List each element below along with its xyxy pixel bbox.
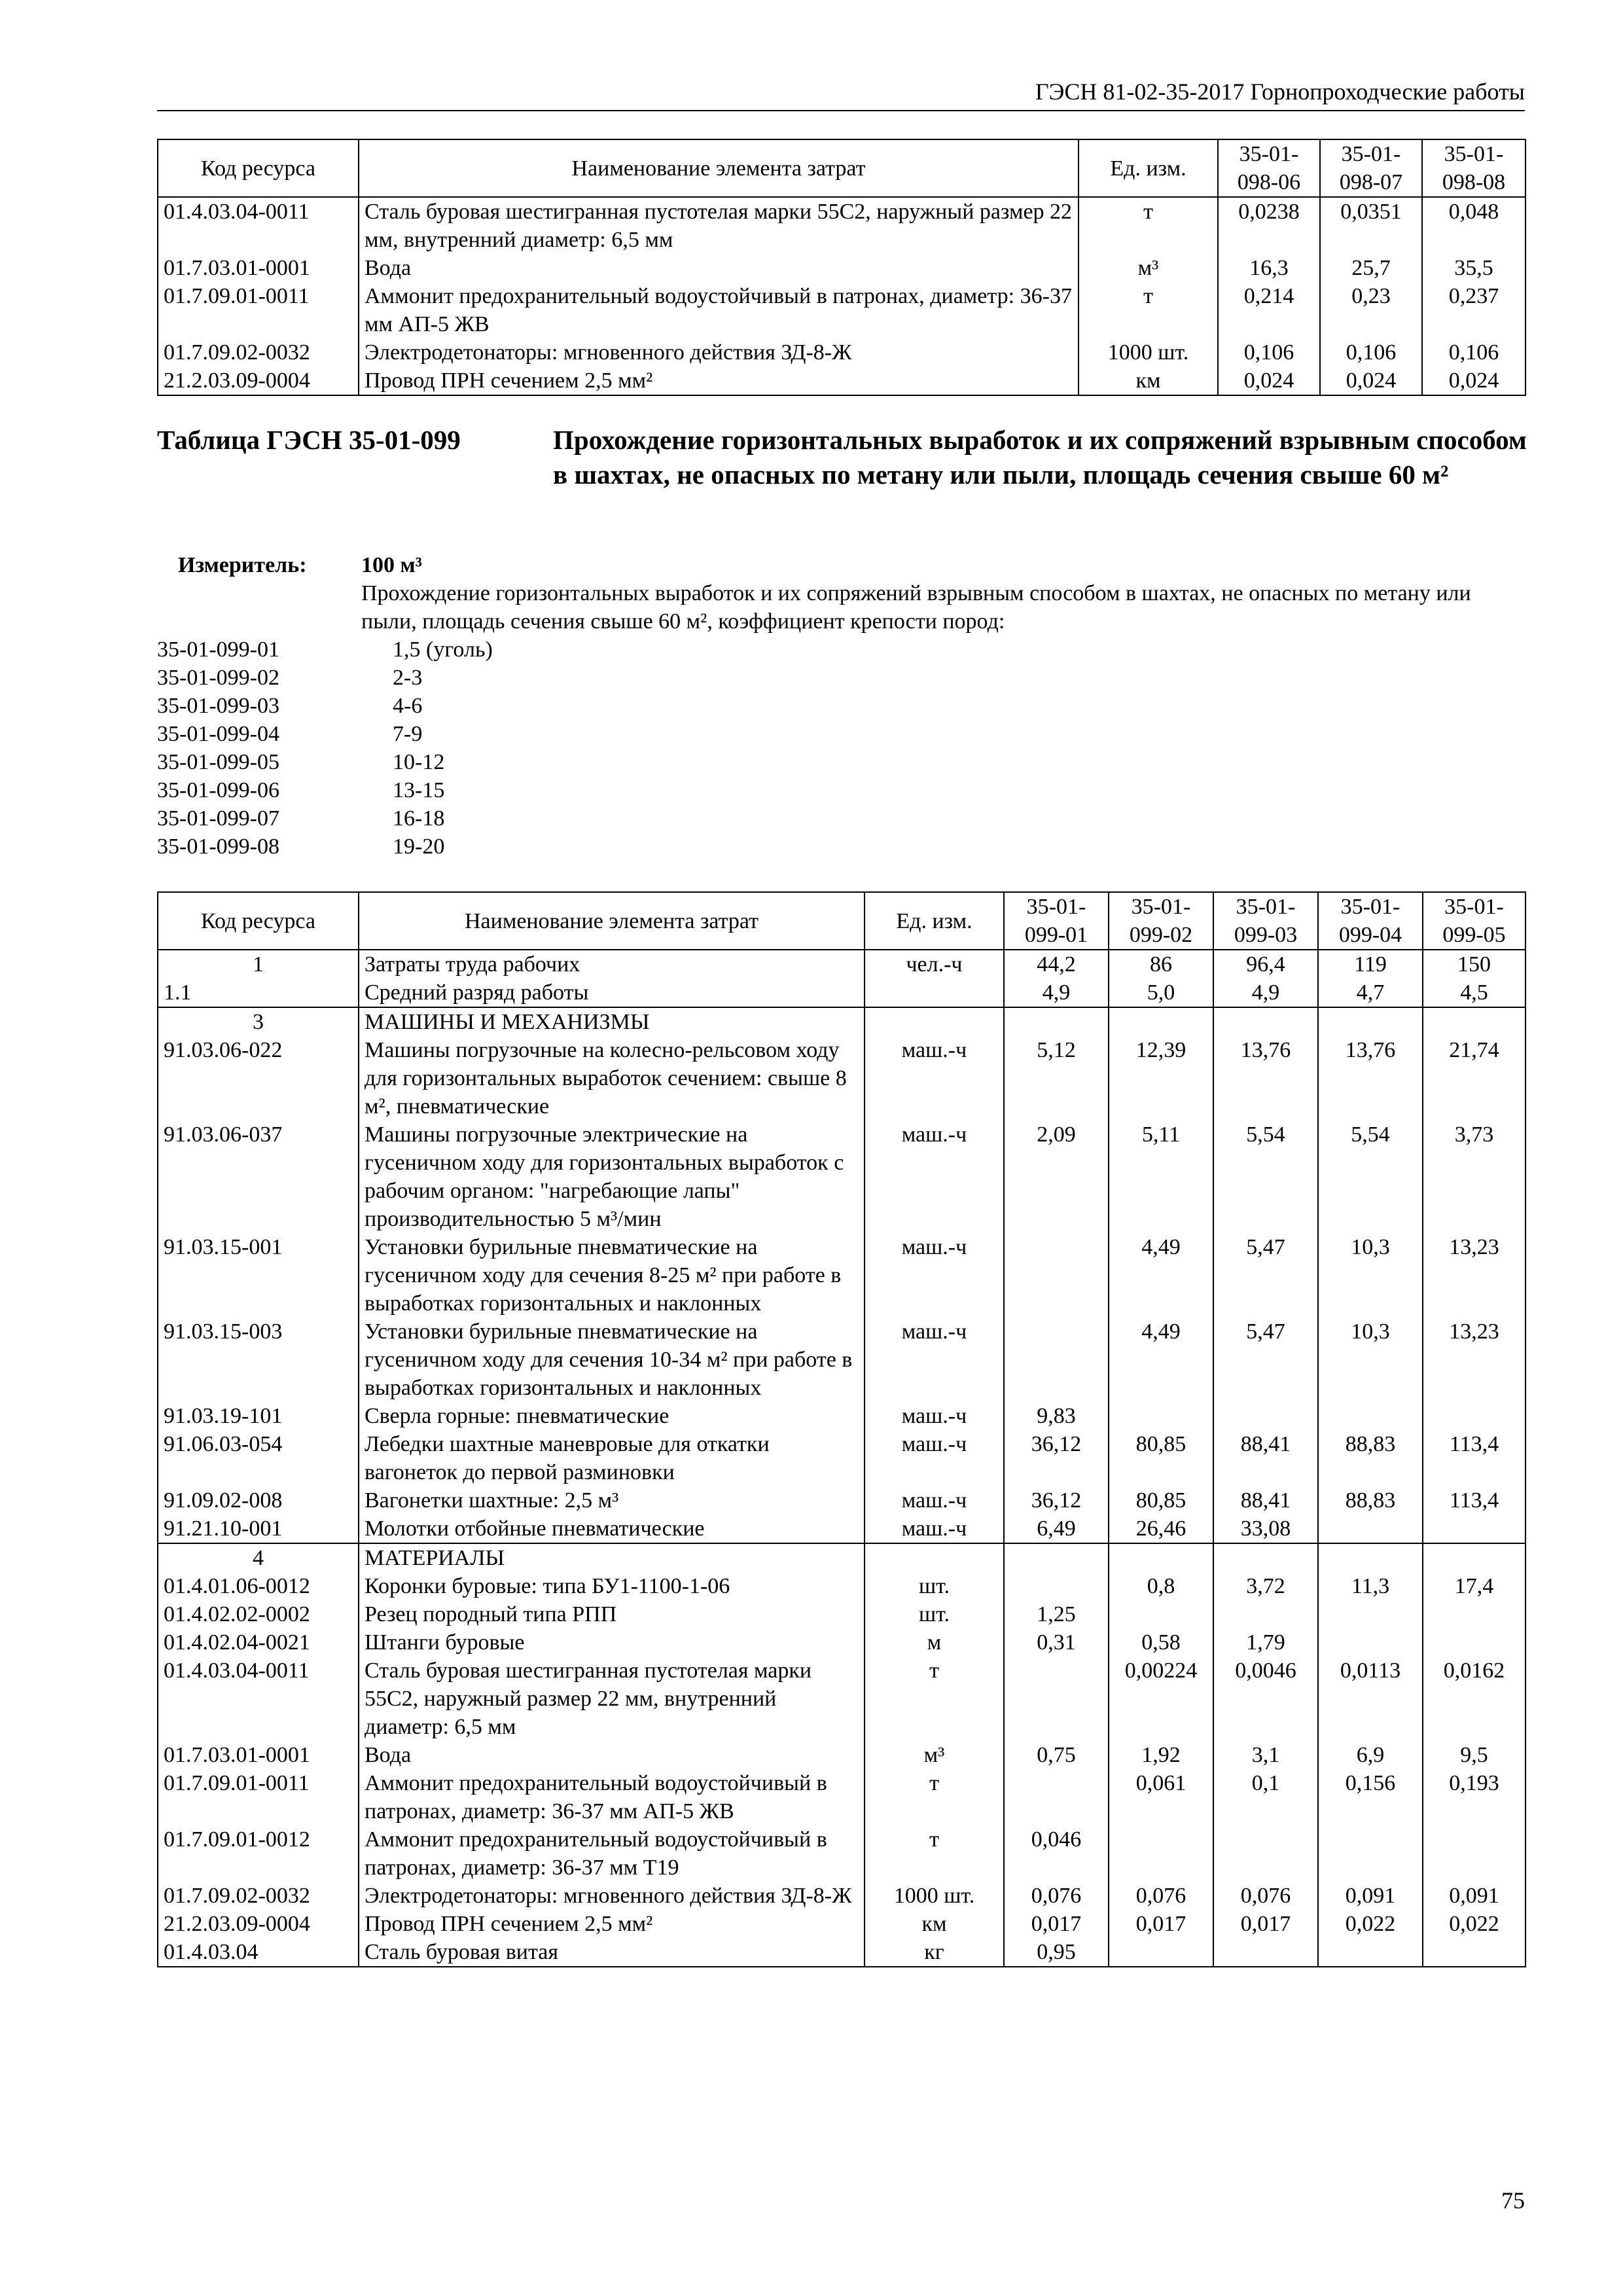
cell-value: 0,156	[1318, 1769, 1423, 1825]
cell-unit: т	[865, 1825, 1004, 1882]
table-row	[158, 1657, 1525, 1741]
cell-name: Вода	[359, 254, 1079, 282]
cell-code: 01.7.09.01-0012	[158, 1825, 359, 1882]
cell-name: Вода	[359, 1741, 865, 1769]
cell-name: Молотки отбойные пневматические	[359, 1515, 865, 1543]
meter-item-code: 35-01-099-03	[157, 694, 279, 718]
cell-value	[1318, 1515, 1423, 1543]
cell-value: 88,83	[1318, 1430, 1423, 1486]
cell-value: 88,41	[1213, 1430, 1318, 1486]
cell-value: 0,022	[1423, 1910, 1525, 1938]
cell-value: 3,1	[1213, 1741, 1318, 1769]
cell-unit: маш.-ч	[865, 1121, 1004, 1233]
cell-code: 91.06.03-054	[158, 1430, 359, 1486]
cell-code: 91.09.02-008	[158, 1486, 359, 1515]
table-row	[158, 1036, 1525, 1121]
cell-value: 25,7	[1320, 254, 1422, 282]
meter-unit: 100 м³	[361, 553, 422, 577]
cell-value: 0,076	[1109, 1882, 1213, 1910]
cell-value: 88,83	[1318, 1486, 1423, 1515]
cell-value: 13,23	[1423, 1233, 1525, 1318]
cell-unit: т	[1079, 197, 1218, 254]
table-row	[158, 1628, 1525, 1657]
cell-value: 0,046	[1004, 1825, 1109, 1882]
cell-value	[1004, 1318, 1109, 1402]
cell-value	[1423, 1628, 1525, 1657]
cell-value: 1,25	[1004, 1600, 1109, 1628]
cell-value: 96,4	[1213, 950, 1318, 978]
meter-item-code: 35-01-099-01	[157, 637, 279, 662]
table-row	[158, 1318, 1525, 1402]
cell-value	[1213, 1543, 1318, 1572]
cell-name: Электродетонаторы: мгновенного действия ЗД-8-Ж	[359, 1882, 865, 1910]
cell-value: 9,5	[1423, 1741, 1525, 1769]
cell-code: 01.4.01.06-0012	[158, 1572, 359, 1600]
cell-value	[1423, 1543, 1525, 1572]
cell-value: 21,74	[1423, 1036, 1525, 1121]
cell-value: 0,017	[1213, 1910, 1318, 1938]
table-row	[158, 367, 1525, 395]
meter-item-code: 35-01-099-04	[157, 722, 279, 746]
table-row	[158, 1402, 1525, 1430]
cell-value	[1004, 1233, 1109, 1318]
cell-name: Аммонит предохранительный водоустойчивый в патронах, диаметр: 36-37 мм АП-5 ЖВ	[359, 1769, 865, 1825]
table-row	[158, 1741, 1525, 1769]
page-header	[157, 73, 1525, 111]
table-row	[158, 950, 1525, 978]
cell-value: 4,9	[1004, 978, 1109, 1007]
header-col: 35-01-099-01	[1004, 892, 1109, 950]
cell-value: 0,95	[1004, 1938, 1109, 1967]
header-unit: Ед. изм.	[865, 892, 1004, 950]
cell-value: 0,091	[1318, 1882, 1423, 1910]
cell-value	[1318, 1402, 1423, 1430]
cell-unit	[865, 978, 1004, 1007]
header-unit: Ед. изм.	[1079, 139, 1218, 197]
table-row	[158, 1121, 1525, 1233]
page-number: 75	[1501, 2187, 1525, 2214]
cell-unit: маш.-ч	[865, 1430, 1004, 1486]
cell-value: 3,73	[1423, 1121, 1525, 1233]
cell-value: 113,4	[1423, 1486, 1525, 1515]
cell-code: 3	[158, 1007, 359, 1036]
cell-value: 119	[1318, 950, 1423, 978]
cell-name: Сталь буровая витая	[359, 1938, 865, 1967]
cell-value: 0,237	[1422, 282, 1525, 338]
table-row	[158, 1543, 1525, 1572]
cell-value: 0,106	[1218, 338, 1320, 367]
table-row	[158, 1882, 1525, 1910]
header-code: Код ресурса	[158, 892, 359, 950]
cell-name: Машины погрузочные на колесно-рельсовом ходу для горизонтальных выработок сечением: свыше 8 м², пневматические	[359, 1036, 865, 1121]
document-title: ГЭСН 81-02-35-2017 Горнопроходческие работы	[1035, 79, 1525, 105]
meter-item-code: 35-01-099-02	[157, 666, 279, 690]
cell-unit: шт.	[865, 1600, 1004, 1628]
header-col: 35-01-099-02	[1109, 892, 1213, 950]
meter-item-code: 35-01-099-06	[157, 778, 279, 802]
cell-name: МАШИНЫ И МЕХАНИЗМЫ	[359, 1007, 865, 1036]
table-caption	[157, 423, 1525, 541]
header-name: Наименование элемента затрат	[359, 139, 1079, 197]
cell-code: 1	[158, 950, 359, 978]
cell-value	[1109, 1600, 1213, 1628]
cell-name: Резец породный типа РПП	[359, 1600, 865, 1628]
cell-value: 4,9	[1213, 978, 1318, 1007]
cell-name: Вагонетки шахтные: 2,5 м³	[359, 1486, 865, 1515]
cell-unit: м	[865, 1628, 1004, 1657]
table-row	[158, 1007, 1525, 1036]
cell-value: 36,12	[1004, 1430, 1109, 1486]
cell-name: Установки бурильные пневматические на гусеничном ходу для сечения 8-25 м² при работе в выработках горизонтальных и наклонных	[359, 1233, 865, 1318]
cell-value	[1109, 1825, 1213, 1882]
cell-value	[1109, 1402, 1213, 1430]
cell-value	[1213, 1938, 1318, 1967]
cell-unit: т	[865, 1657, 1004, 1741]
cell-value: 0,076	[1213, 1882, 1318, 1910]
cell-unit: маш.-ч	[865, 1515, 1004, 1543]
cell-unit: маш.-ч	[865, 1318, 1004, 1402]
cell-value	[1423, 1402, 1525, 1430]
header-col: 35-01-099-04	[1318, 892, 1423, 950]
cell-unit	[865, 1007, 1004, 1036]
cell-code: 1.1	[158, 978, 359, 1007]
table-number: Таблица ГЭСН 35-01-099	[157, 425, 461, 455]
meter-items	[157, 636, 1525, 861]
cell-value	[1423, 1825, 1525, 1882]
header-col: 35-01-099-03	[1213, 892, 1318, 950]
meter-item-value: 4-6	[393, 694, 423, 718]
cell-value: 0,0238	[1218, 197, 1320, 254]
header-name: Наименование элемента затрат	[359, 892, 865, 950]
cell-value: 1,79	[1213, 1628, 1318, 1657]
meter-block	[157, 551, 1525, 861]
cell-value: 5,0	[1109, 978, 1213, 1007]
cell-code: 01.7.09.01-0011	[158, 282, 359, 338]
cell-code: 21.2.03.09-0004	[158, 1910, 359, 1938]
cell-value: 0,75	[1004, 1741, 1109, 1769]
cell-value: 0,1	[1213, 1769, 1318, 1825]
cell-value: 0,091	[1423, 1882, 1525, 1910]
cell-code: 91.03.15-003	[158, 1318, 359, 1402]
meter-item-code: 35-01-099-08	[157, 834, 279, 859]
header-col: 35-01-098-07	[1320, 139, 1422, 197]
cell-name: Провод ПРН сечением 2,5 мм²	[359, 1910, 865, 1938]
cell-name: Установки бурильные пневматические на гусеничном ходу для сечения 10-34 м² при работе в выработках горизонтальных и наклонных	[359, 1318, 865, 1402]
cell-code: 01.7.09.02-0032	[158, 338, 359, 367]
cell-code: 4	[158, 1543, 359, 1572]
table-row	[158, 1600, 1525, 1628]
cell-value: 0,0046	[1213, 1657, 1318, 1741]
cell-value	[1318, 1825, 1423, 1882]
table-row	[158, 1233, 1525, 1318]
cell-name: Лебедки шахтные маневровые для откатки вагонеток до первой разминовки	[359, 1430, 865, 1486]
header-col: 35-01-099-05	[1423, 892, 1525, 950]
cell-value	[1423, 1938, 1525, 1967]
header-col: 35-01-098-08	[1422, 139, 1525, 197]
meter-item-code: 35-01-099-05	[157, 750, 279, 774]
cell-value: 4,7	[1318, 978, 1423, 1007]
cell-value	[1004, 1572, 1109, 1600]
cell-name: МАТЕРИАЛЫ	[359, 1543, 865, 1572]
cell-value: 0,31	[1004, 1628, 1109, 1657]
cell-name: Сталь буровая шестигранная пустотелая марки 55С2, наружный размер 22 мм, внутренний диаметр: 6,5 мм	[359, 197, 1079, 254]
cell-unit	[865, 1543, 1004, 1572]
cell-code: 01.4.03.04	[158, 1938, 359, 1967]
table-row	[158, 1515, 1525, 1543]
cell-value: 113,4	[1423, 1430, 1525, 1486]
cell-unit: т	[1079, 282, 1218, 338]
cell-value: 0,23	[1320, 282, 1422, 338]
cell-value	[1213, 1402, 1318, 1430]
cell-value: 6,9	[1318, 1741, 1423, 1769]
cell-value: 0,0113	[1318, 1657, 1423, 1741]
cell-value	[1423, 1007, 1525, 1036]
cell-value: 9,83	[1004, 1402, 1109, 1430]
table-body	[158, 950, 1525, 1967]
cell-value	[1318, 1600, 1423, 1628]
cell-value: 0,017	[1109, 1910, 1213, 1938]
cell-name: Сверла горные: пневматические	[359, 1402, 865, 1430]
table-row	[158, 978, 1525, 1007]
cell-unit: 1000 шт.	[865, 1882, 1004, 1910]
cell-value: 0,00224	[1109, 1657, 1213, 1741]
cell-value: 5,11	[1109, 1121, 1213, 1233]
resource-table-098	[157, 139, 1526, 396]
meter-item	[157, 748, 1525, 776]
cell-name: Машины погрузочные электрические на гусеничном ходу для горизонтальных выработок с рабочим органом: "нагребающие лапы" производительностью 5 м³/мин	[359, 1121, 865, 1233]
cell-unit: чел.-ч	[865, 950, 1004, 978]
meter-item-value: 13-15	[393, 778, 445, 802]
cell-code: 01.7.09.01-0011	[158, 1769, 359, 1825]
cell-unit: маш.-ч	[865, 1233, 1004, 1318]
cell-value	[1213, 1600, 1318, 1628]
meter-item-value: 19-20	[393, 834, 445, 859]
cell-code: 01.4.02.04-0021	[158, 1628, 359, 1657]
cell-value: 44,2	[1004, 950, 1109, 978]
cell-value: 11,3	[1318, 1572, 1423, 1600]
meter-item-code: 35-01-099-07	[157, 806, 279, 831]
cell-unit: т	[865, 1769, 1004, 1825]
header-col: 35-01-098-06	[1218, 139, 1320, 197]
cell-value: 2,09	[1004, 1121, 1109, 1233]
table-row	[158, 1572, 1525, 1600]
cell-value: 5,54	[1213, 1121, 1318, 1233]
cell-value: 33,08	[1213, 1515, 1318, 1543]
cell-value: 4,49	[1109, 1318, 1213, 1402]
header-code: Код ресурса	[158, 139, 359, 197]
cell-name: Сталь буровая шестигранная пустотелая марки 55С2, наружный размер 22 мм, внутренний диаметр: 6,5 мм	[359, 1657, 865, 1741]
meter-item-value: 10-12	[393, 750, 445, 774]
cell-value: 80,85	[1109, 1430, 1213, 1486]
cell-unit: кг	[865, 1938, 1004, 1967]
cell-value: 0,8	[1109, 1572, 1213, 1600]
cell-value	[1109, 1007, 1213, 1036]
table-title: Прохождение горизонтальных выработок и их сопряжений взрывным способом в шахтах, не опасных по метану или пыли, площадь сечения свыше 60 м²	[553, 425, 1527, 490]
cell-value: 3,72	[1213, 1572, 1318, 1600]
cell-value: 0,193	[1423, 1769, 1525, 1825]
cell-value	[1109, 1938, 1213, 1967]
cell-unit: м³	[865, 1741, 1004, 1769]
table-row	[158, 1486, 1525, 1515]
cell-value: 1,92	[1109, 1741, 1213, 1769]
cell-value: 10,3	[1318, 1318, 1423, 1402]
meter-item-value: 2-3	[393, 666, 423, 690]
cell-code: 91.21.10-001	[158, 1515, 359, 1543]
cell-value: 4,5	[1423, 978, 1525, 1007]
table-row	[158, 1938, 1525, 1967]
cell-unit: км	[865, 1910, 1004, 1938]
table-row	[158, 1430, 1525, 1486]
cell-value	[1423, 1515, 1525, 1543]
cell-code: 01.4.02.02-0002	[158, 1600, 359, 1628]
cell-value: 17,4	[1423, 1572, 1525, 1600]
table-row	[158, 338, 1525, 367]
cell-name: Коронки буровые: типа БУ1-1100-1-06	[359, 1572, 865, 1600]
meter-item-value: 7-9	[393, 722, 423, 746]
cell-value: 6,49	[1004, 1515, 1109, 1543]
cell-code: 01.7.03.01-0001	[158, 254, 359, 282]
cell-value: 0,58	[1109, 1628, 1213, 1657]
table-body	[158, 197, 1525, 395]
cell-value: 0,061	[1109, 1769, 1213, 1825]
cell-value: 150	[1423, 950, 1525, 978]
cell-value: 13,76	[1213, 1036, 1318, 1121]
meter-item	[157, 804, 1525, 833]
cell-code: 01.7.09.02-0032	[158, 1882, 359, 1910]
cell-value: 13,76	[1318, 1036, 1423, 1121]
cell-value: 0,024	[1320, 367, 1422, 395]
cell-unit: маш.-ч	[865, 1486, 1004, 1515]
cell-value: 0,048	[1422, 197, 1525, 254]
meter-item	[157, 776, 1525, 804]
cell-value: 0,024	[1218, 367, 1320, 395]
table-row	[158, 1769, 1525, 1825]
cell-value	[1318, 1007, 1423, 1036]
cell-value	[1318, 1628, 1423, 1657]
table-row	[158, 282, 1525, 338]
cell-code: 01.7.03.01-0001	[158, 1741, 359, 1769]
cell-value: 5,12	[1004, 1036, 1109, 1121]
cell-value	[1423, 1600, 1525, 1628]
cell-value: 5,47	[1213, 1318, 1318, 1402]
cell-name: Электродетонаторы: мгновенного действия ЗД-8-Ж	[359, 338, 1079, 367]
meter-item	[157, 720, 1525, 748]
cell-code: 01.4.03.04-0011	[158, 197, 359, 254]
meter-item	[157, 692, 1525, 720]
cell-value: 0,024	[1422, 367, 1525, 395]
cell-unit: маш.-ч	[865, 1036, 1004, 1121]
cell-name: Провод ПРН сечением 2,5 мм²	[359, 367, 1079, 395]
cell-value	[1004, 1007, 1109, 1036]
cell-value: 4,49	[1109, 1233, 1213, 1318]
cell-value: 0,0162	[1423, 1657, 1525, 1741]
cell-unit: м³	[1079, 254, 1218, 282]
cell-value: 10,3	[1318, 1233, 1423, 1318]
cell-unit: 1000 шт.	[1079, 338, 1218, 367]
cell-name: Штанги буровые	[359, 1628, 865, 1657]
resource-table-099	[157, 891, 1526, 1967]
cell-value: 0,0351	[1320, 197, 1422, 254]
cell-value: 16,3	[1218, 254, 1320, 282]
table-row	[158, 1825, 1525, 1882]
cell-value	[1004, 1543, 1109, 1572]
table-row	[158, 1910, 1525, 1938]
table-row	[158, 197, 1525, 254]
cell-unit: шт.	[865, 1572, 1004, 1600]
meter-label: Измеритель:	[178, 553, 307, 577]
cell-value	[1318, 1938, 1423, 1967]
cell-value: 0,022	[1318, 1910, 1423, 1938]
cell-value: 80,85	[1109, 1486, 1213, 1515]
cell-unit: маш.-ч	[865, 1402, 1004, 1430]
cell-value: 0,106	[1422, 338, 1525, 367]
cell-name: Средний разряд работы	[359, 978, 865, 1007]
cell-code: 91.03.06-037	[158, 1121, 359, 1233]
cell-code: 01.4.03.04-0011	[158, 1657, 359, 1741]
cell-value: 12,39	[1109, 1036, 1213, 1121]
meter-item	[157, 664, 1525, 692]
cell-name: Затраты труда рабочих	[359, 950, 865, 978]
cell-value	[1004, 1769, 1109, 1825]
cell-value	[1213, 1007, 1318, 1036]
cell-value	[1318, 1543, 1423, 1572]
cell-name: Аммонит предохранительный водоустойчивый в патронах, диаметр: 36-37 мм АП-5 ЖВ	[359, 282, 1079, 338]
cell-code: 91.03.15-001	[158, 1233, 359, 1318]
cell-value: 0,106	[1320, 338, 1422, 367]
cell-value: 36,12	[1004, 1486, 1109, 1515]
meter-item	[157, 833, 1525, 861]
cell-value: 0,017	[1004, 1910, 1109, 1938]
meter-item-value: 16-18	[393, 806, 445, 831]
cell-value	[1109, 1543, 1213, 1572]
cell-value: 0,076	[1004, 1882, 1109, 1910]
cell-value: 35,5	[1422, 254, 1525, 282]
meter-item-value: 1,5 (уголь)	[393, 637, 493, 662]
cell-value: 26,46	[1109, 1515, 1213, 1543]
cell-value: 13,23	[1423, 1318, 1525, 1402]
cell-value: 88,41	[1213, 1486, 1318, 1515]
cell-code: 91.03.19-101	[158, 1402, 359, 1430]
cell-value: 5,47	[1213, 1233, 1318, 1318]
cell-unit: км	[1079, 367, 1218, 395]
meter-item	[157, 636, 1525, 664]
cell-value	[1213, 1825, 1318, 1882]
cell-name: Аммонит предохранительный водоустойчивый в патронах, диаметр: 36-37 мм Т19	[359, 1825, 865, 1882]
cell-value: 5,54	[1318, 1121, 1423, 1233]
cell-value	[1004, 1657, 1109, 1741]
cell-value: 0,214	[1218, 282, 1320, 338]
table-row	[158, 254, 1525, 282]
meter-description: Прохождение горизонтальных выработок и их сопряжений взрывным способом в шахтах, не опасных по метану или пыли, площадь сечения свыше 60 м², коэффициент крепости пород:	[361, 581, 1471, 634]
cell-code: 91.03.06-022	[158, 1036, 359, 1121]
cell-code: 21.2.03.09-0004	[158, 367, 359, 395]
cell-value: 86	[1109, 950, 1213, 978]
